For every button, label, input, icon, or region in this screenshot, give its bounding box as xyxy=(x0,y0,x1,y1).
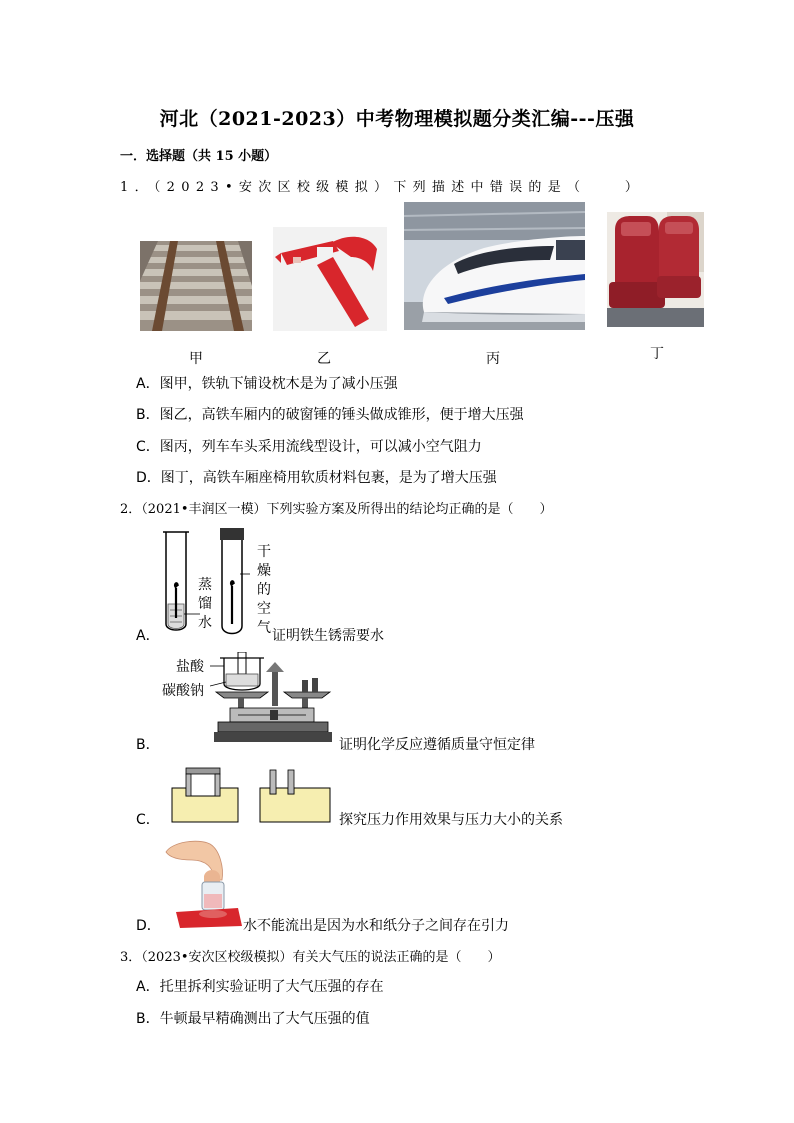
dry-air-label: 干燥的空气 xyxy=(257,544,271,636)
q2-option-a-caption: 证明铁生锈需要水 xyxy=(272,628,384,644)
q1-option-d: D．图丁，高铁车厢座椅用软质材料包裹，是为了增大压强 xyxy=(136,470,497,486)
sponge-pressure-diagram xyxy=(168,766,338,826)
section-heading: 一．选择题（共 15 小题） xyxy=(120,149,278,164)
emergency-hammer-image xyxy=(273,227,387,331)
distilled-water-label: 蒸馏水 xyxy=(198,577,212,631)
q2-option-b-letter: B． xyxy=(136,737,160,753)
q1-option-b: B．图乙，高铁车厢内的破窗锤的锤头做成锥形，便于增大压强 xyxy=(136,407,524,423)
question-1-stem: 1．（2023•安次区校级模拟）下列描述中错误的是（ ） xyxy=(120,180,645,195)
q2-option-c-letter: C． xyxy=(136,812,160,828)
image-label-ding: 丁 xyxy=(650,346,664,362)
inverted-cup-diagram xyxy=(162,838,242,928)
balance-diagram xyxy=(210,652,335,746)
sodium-carbonate-label: 碳酸钠 xyxy=(162,683,204,699)
hydrochloric-acid-label: 盐酸 xyxy=(176,659,204,675)
q3-option-b: B．牛顿最早精确测出了大气压强的值 xyxy=(136,1011,370,1027)
q2-option-d-letter: D． xyxy=(136,918,161,934)
document-title: 河北（2021-2023）中考物理模拟题分类汇编---压强 xyxy=(159,108,635,130)
q2-option-d-caption: 水不能流出是因为水和纸分子之间存在引力 xyxy=(243,918,509,934)
question-3-stem: 3．（2023•安次区校级模拟）有关大气压的说法正确的是（ ） xyxy=(120,950,501,965)
image-label-yi: 乙 xyxy=(317,351,331,367)
q2-option-b-caption: 证明化学反应遵循质量守恒定律 xyxy=(339,737,535,753)
high-speed-train-image xyxy=(404,202,585,330)
q2-option-a-letter: A． xyxy=(136,628,160,644)
railway-track-image xyxy=(140,241,252,331)
q2-option-c-caption: 探究压力作用效果与压力大小的关系 xyxy=(339,812,563,828)
q1-option-c: C．图丙，列车车头采用流线型设计，可以减小空气阻力 xyxy=(136,439,482,455)
train-seats-image xyxy=(607,212,704,327)
q3-option-a: A．托里拆利实验证明了大气压强的存在 xyxy=(136,979,384,995)
image-label-bing: 丙 xyxy=(486,351,500,367)
image-label-jia: 甲 xyxy=(189,351,203,367)
question-2-stem: 2．（2021•丰润区一模）下列实验方案及所得出的结论均正确的是（ ） xyxy=(120,502,553,517)
q1-option-a: A．图甲，铁轨下铺设枕木是为了减小压强 xyxy=(136,376,398,392)
